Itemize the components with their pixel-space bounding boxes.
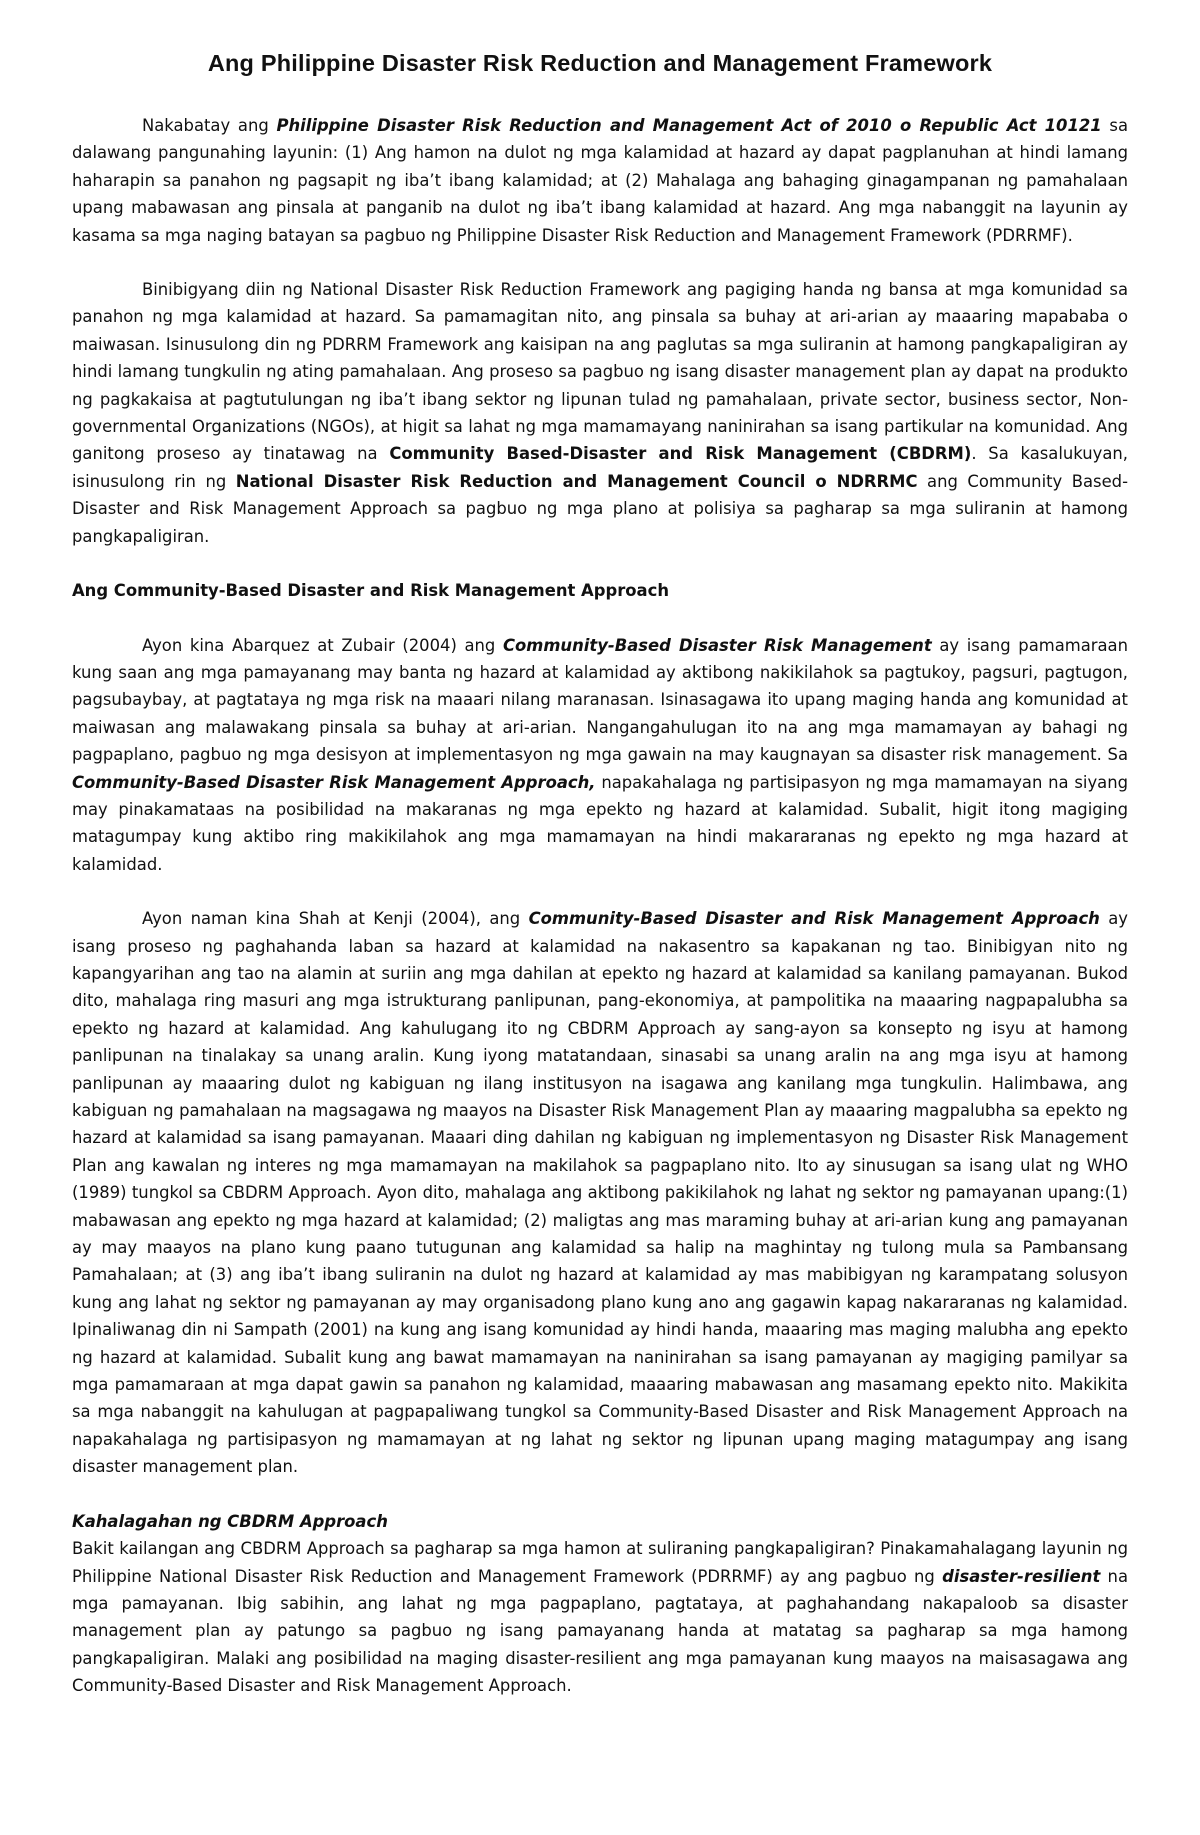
- term-cbdrm-approach: Community-Based Disaster and Risk Management Approach: [528, 909, 1100, 929]
- paragraph-kahalagahan: [72, 1535, 1128, 1699]
- text-run: na mga pamayanan. Ibig sabihin, ang lahat ng mga pagpaplano, pagtataya, at paghahandang nakapaloob sa disaster management plan ay patungo sa pagbuo ng isang pamayanang handa at matatag sa pagharap sa mga hamong pangkapaligiran. Malaki ang posibilidad na maging disaster-resilient ang mga pamayanan kung maayos na maisasagawa ang Community-Based Disaster and Risk Management Approach.: [72, 1566, 1128, 1696]
- text-run: ang Community Based-Disaster and Risk Management Approach sa pagbuo ng mga plano at polisiya sa pagharap sa mga suliranin at hamong pangkapaligiran.: [72, 471, 1128, 546]
- paragraph-national-framework: [72, 276, 1128, 550]
- text-run: Ayon kina Abarquez at Zubair (2004) ang: [142, 635, 503, 655]
- term-disaster-resilient: disaster-resilient: [942, 1566, 1101, 1586]
- term-ndrrmc: National Disaster Risk Reduction and Management Council o NDRRMC: [235, 471, 918, 491]
- text-run: Bakit kailangan ang CBDRM Approach sa pagharap sa mga hamon at suliraning pangkapaligiran? Pinakamahalagang layunin ng Philippine National Disaster Risk Reduction and Management Framework (PDRRMF) ay ang pagbuo ng: [72, 1539, 1128, 1586]
- paragraph-pdrrm-act: [72, 112, 1128, 249]
- term-cbdrm: Community Based-Disaster and Risk Management (CBDRM): [389, 444, 972, 464]
- paragraph-abarquez-zubair: [72, 632, 1128, 879]
- act-title: Philippine Disaster Risk Reduction and Management Act of 2010 o Republic Act 10121: [276, 116, 1102, 135]
- text-run: ay isang proseso ng paghahanda laban sa hazard at kalamidad na nakasentro sa kapakanan ng tao. Binibigyan nito ng kapangyarihan ang tao na alamin at suriin ang mga dahilan at epekto ng hazard at kalamidad sa kanilang pamayanan. Bukod dito, mahalaga ring masuri ang mga istrukturang panlipunan, pang-ekonomiya, at pampolitika na maaaring nagpapalubha sa epekto ng hazard at kalamidad. Ang kahulugang ito ng CBDRM Approach ay sang-ayon sa konsepto ng isyu at hamong panlipunan na tinalakay sa unang aralin. Kung iyong matatandaan, sinasabi sa unang aralin na ang mga isyu at hamong panlipunan ay maaaring dulot ng kabiguan ng ilang institusyon na isagawa ang kanilang mga tungkulin. Halimbawa, ang kabiguan ng pamahalaan na magsagawa ng maayos na Disaster Risk Management Plan ay maaaring magpalubha sa epekto ng hazard at kalamidad sa isang pamayanan. Maaari ding dahilan ng kabiguan ng implementasyon ng Disaster Risk Management Plan ang kawalan ng interes ng mga mamamayan na makilahok sa pagpaplano nito. Ito ay sinusugan sa isang ulat ng WHO (1989) tungkol sa CBDRM Approach. Ayon dito, mahalaga ang aktibong pakikilahok ng lahat ng sektor ng pamayanan upang:(1) mabawasan ang epekto ng mga hazard at kalamidad; (2) maligtas ang mas maraming buhay at ari-arian kung ang pamayanan ay may maayos na plano kung paano tutugunan ang kalamidad sa halip na maghintay ng tulong mula sa Pambansang Pamahalaan; at (3) ang iba’t ibang suliranin na dulot ng hazard at kalamidad ay mas mabibigyan ng karampatang solusyon kung ang lahat ng sektor ng pamayanan ay may organisadong plano kung ano ang gagawin kapag nakararanas ng kalamidad. Ipinaliwanag din ni Sampath (2001) na kung ang isang komunidad ay hindi handa, maaaring mas maging malubha ang epekto ng hazard at kalamidad. Subalit kung ang bawat mamamayan na naninirahan sa isang pamayanan ay magiging pamilyar sa mga pamamaraan at mga dapat gawin sa panahon ng kalamidad, maaaring mabawasan ang masamang epekto nito. Makikita sa mga nabanggit na kahulugan at pagpapaliwang tungkol sa Community-Based Disaster and Risk Management Approach na napakahalaga ng partisipasyon ng mamamayan at ng lahat ng sektor ng lipunan upang maging matagumpay ang isang disaster management plan.: [72, 909, 1128, 1477]
- text-run: Binibigyang diin ng National Disaster Risk Reduction Framework ang pagiging handa ng bansa at mga komunidad sa panahon ng mga kalamidad at hazard. Sa pamamagitan nito, ang pinsala sa buhay at ari-arian ay maaaring mapababa o maiwasan. Isinusulong din ng PDRRM Framework ang kaisipan na ang paglutas sa mga suliranin at hamong pangkapaligiran ay hindi lamang tungkulin ng ating pamahalaan. Ang proseso sa pagbuo ng isang disaster management plan ay dapat na produkto ng pagkakaisa at pagtutulungan ng iba’t ibang sektor ng lipunan tulad ng pamahalaan, private sector, business sector, Non-governmental Organizations (NGOs), at higit sa lahat ng mga mamamayang naninirahan sa isang partikular na komunidad. Ang ganitong proseso ay tinatawag na: [72, 280, 1128, 464]
- text-run: sa dalawang pangunahing layunin: (1) Ang hamon na dulot ng mga kalamidad at hazard ay dapat pagplanuhan at hindi lamang haharapin sa panahon ng pagsapit ng iba’t ibang kalamidad; at (2) Mahalaga ang bahaging ginagampanan ng pamahalaan upang mabawasan ang pinsala at panganib na dulot ng iba’t ibang kalamidad at hazard. Ang mga nabanggit na layunin ay kasama sa mga naging batayan sa pagbuo ng Philippine Disaster Risk Reduction and Management Framework (PDRRMF).: [72, 116, 1129, 245]
- text-run: napakahalaga ng partisipasyon ng mga mamamayan na siyang may pinakamataas na posibilidad na makaranas ng mga epekto ng hazard at kalamidad. Subalit, higit itong magiging matagumpay kung aktibo ring makikilahok ang mga mamamayan na hindi makararanas ng epekto ng mga hazard at kalamidad.: [72, 772, 1128, 874]
- page-title: Ang Philippine Disaster Risk Reduction and Management Framework: [207, 50, 993, 76]
- section-heading-cbdrm-approach: Ang Community-Based Disaster and Risk Management Approach: [72, 581, 669, 601]
- term-cbdrm-approach: Community-Based Disaster Risk Management Approach,: [72, 772, 596, 792]
- text-run: Ayon naman kina Shah at Kenji (2004), ang: [142, 909, 529, 929]
- paragraph-shah-kenji: [72, 905, 1128, 1481]
- term-cbdrm: Community-Based Disaster Risk Management: [502, 635, 932, 655]
- text-run: Nakabatay ang: [142, 116, 277, 135]
- text-run: . Sa kasalukuyan, isinusulong rin ng: [72, 444, 1128, 491]
- text-run: ay isang pamamaraan kung saan ang mga pamayanang may banta ng hazard at kalamidad ay aktibong nakikilahok sa pagtukoy, pagsuri, pagtugon, pagsubaybay, at pagtataya ng mga risk na maaari nilang maranasan. Isinasagawa ito upang maging handa ang komunidad at maiwasan ang malawakang pinsala sa buhay at ari-arian. Nangangahulugan ito na ang mga mamamayan ay bahagi ng pagpaplano, pagbuo ng mga desisyon at implementasyon ng mga gawain na may kaugnayan sa disaster risk management. Sa: [72, 635, 1128, 765]
- section-heading-kahalagahan: Kahalagahan ng CBDRM Approach: [72, 1511, 388, 1531]
